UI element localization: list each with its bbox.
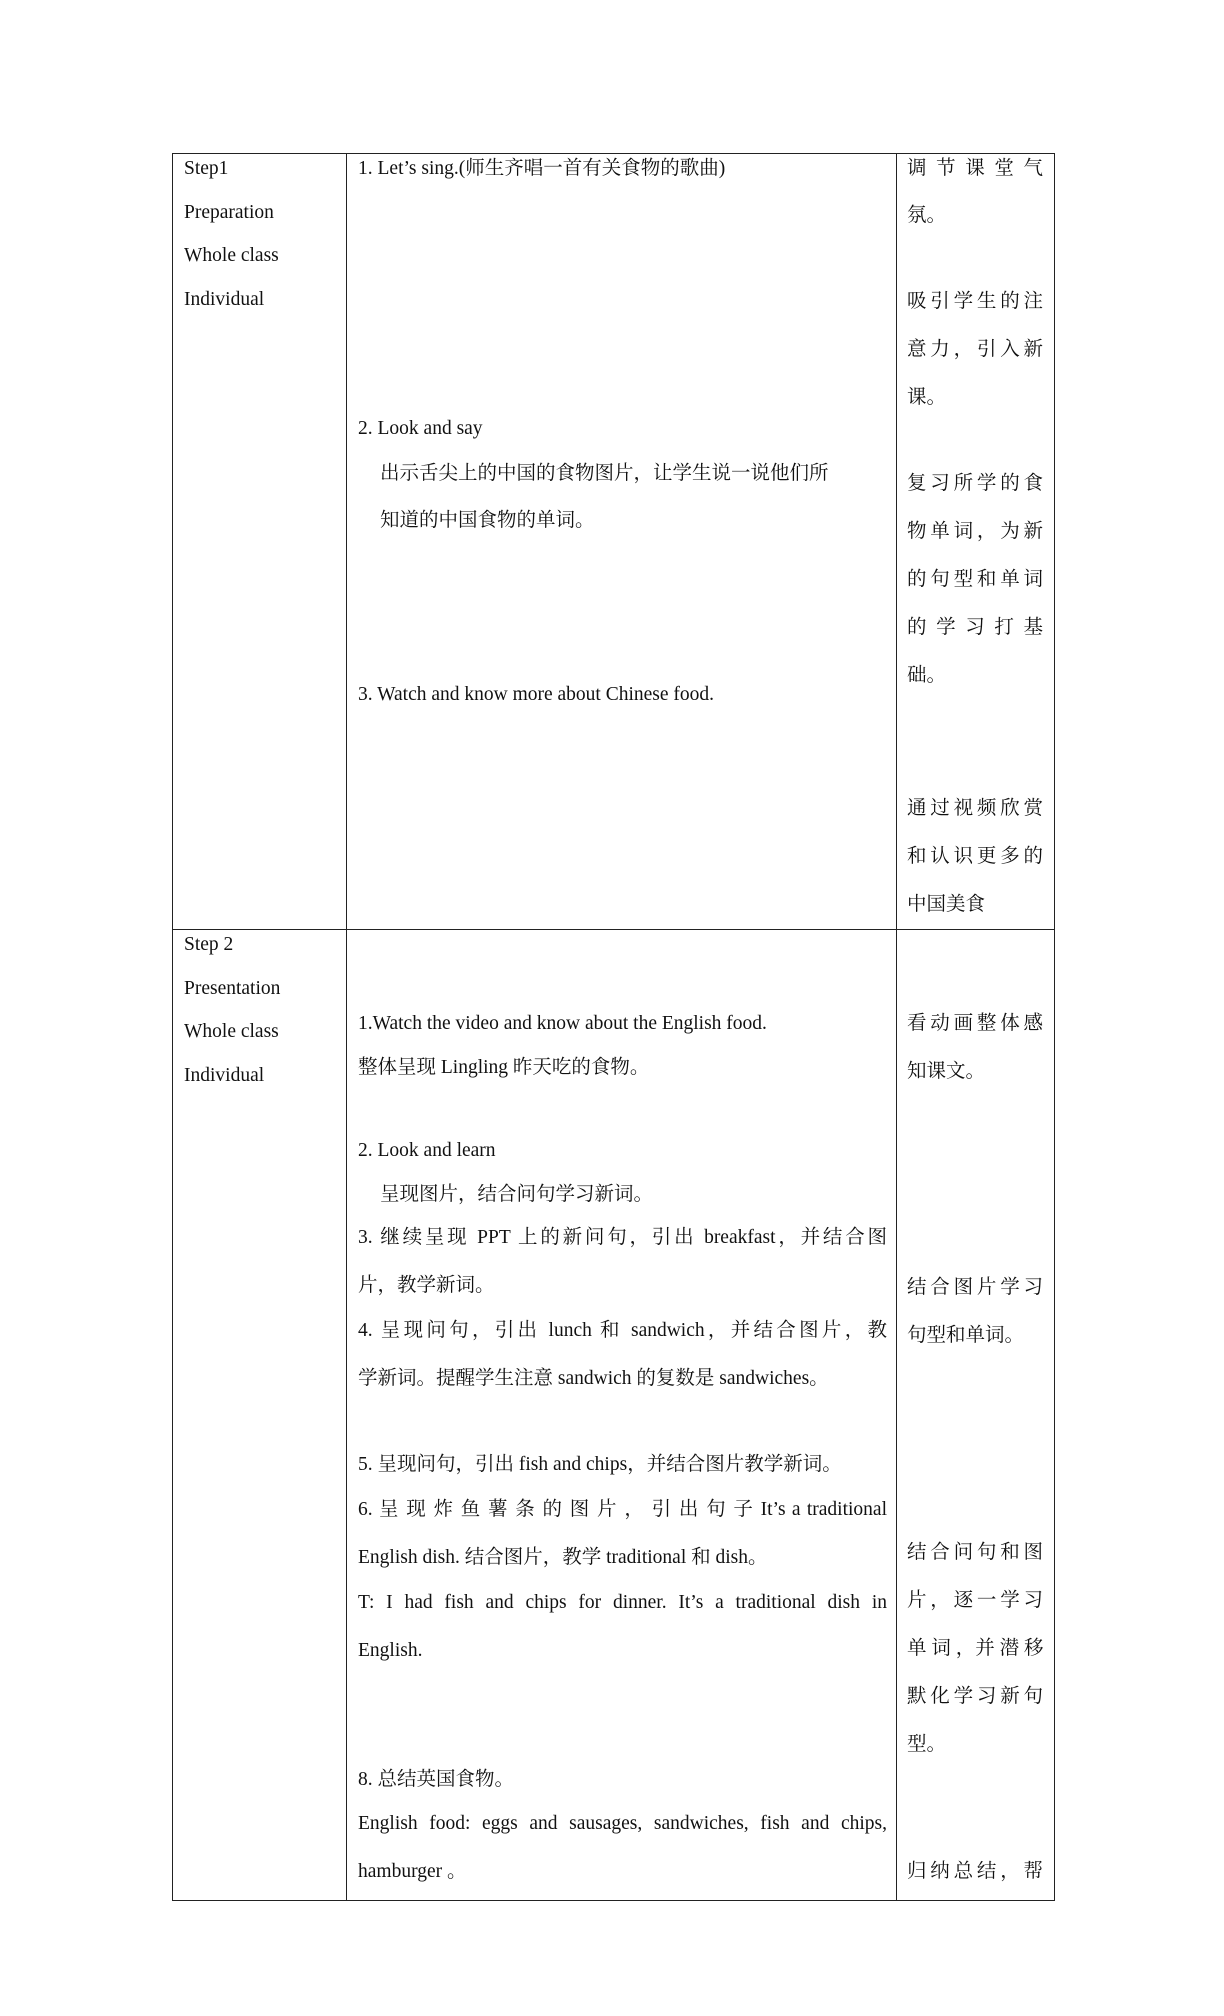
- step-label: Step 2: [184, 934, 234, 955]
- purpose-text: 归纳总结，帮: [907, 1861, 1043, 1882]
- purpose-text: 看动画整体感: [907, 1013, 1043, 1034]
- purpose-text: 默化学习新句: [907, 1686, 1043, 1707]
- activity-text: 2. Look and say: [358, 418, 483, 439]
- purpose-text: 结合问句和图: [907, 1542, 1043, 1563]
- step-stage: Preparation: [184, 202, 274, 223]
- activity-text: 2. Look and learn: [358, 1140, 496, 1161]
- activity-text: 6. 呈 现 炸 鱼 薯 条 的 图 片 ， 引 出 句 子 It’s a traditional: [358, 1499, 887, 1520]
- purpose-text: 和认识更多的: [907, 846, 1043, 867]
- table-row-step1: [173, 154, 1055, 930]
- step-label: Step1: [184, 158, 229, 179]
- activity-text: 1. Let’s sing.(师生齐唱一首有关食物的歌曲): [358, 158, 726, 179]
- activity-text: English dish. 结合图片，教学 traditional 和 dish。: [358, 1547, 768, 1568]
- activity-text: hamburger 。: [358, 1861, 467, 1882]
- purpose-text: 的句型和单词: [907, 569, 1043, 590]
- activity-text: T: I had fish and chips for dinner. It’s a traditional dish in: [358, 1592, 887, 1613]
- activity-text: 知道的中国食物的单词。: [380, 510, 595, 531]
- purpose-text: 课。: [907, 387, 947, 408]
- activities-cell: [347, 154, 897, 930]
- step-cell: [173, 930, 347, 1901]
- purpose-text: 型。: [907, 1734, 947, 1755]
- activity-text: 5. 呈现问句，引出 fish and chips，并结合图片教学新词。: [358, 1454, 842, 1475]
- activity-text: 4. 呈现问句，引出 lunch 和 sandwich，并结合图片，教: [358, 1320, 887, 1341]
- purpose-text: 复习所学的食: [907, 473, 1043, 494]
- activity-text: 3. Watch and know more about Chinese food.: [358, 684, 715, 705]
- step-mode: Whole class: [184, 245, 279, 266]
- purpose-text: 调 节 课 堂 气: [907, 158, 1043, 179]
- purpose-text: 物单词，为新: [907, 521, 1043, 542]
- step-stage: Presentation: [184, 978, 281, 999]
- activity-text: 3. 继续呈现 PPT 上的新问句，引出 breakfast，并结合图: [358, 1227, 887, 1248]
- activity-text: 出示舌尖上的中国的食物图片，让学生说一说他们所: [380, 463, 829, 484]
- purpose-cell: [897, 930, 1055, 1901]
- activity-text: 学新词。提醒学生注意 sandwich 的复数是 sandwiches。: [358, 1368, 829, 1389]
- activity-text: 8. 总结英国食物。: [358, 1769, 515, 1790]
- purpose-text: 知课文。: [907, 1061, 986, 1082]
- purpose-text: 础。: [907, 665, 947, 686]
- activity-text: 整体呈现 Lingling 昨天吃的食物。: [358, 1057, 650, 1078]
- activities-cell: [347, 930, 897, 1901]
- purpose-text: 通过视频欣赏: [907, 798, 1043, 819]
- activity-text: 片，教学新词。: [358, 1275, 495, 1296]
- step-mode: Individual: [184, 1065, 265, 1086]
- purpose-text: 单 词 ，并 潜 移: [907, 1638, 1044, 1659]
- table-row-step2: [173, 930, 1055, 1901]
- purpose-text: 句型和单词。: [907, 1325, 1025, 1346]
- purpose-text: 的 学 习 打 基: [907, 617, 1043, 638]
- lesson-plan-table: [172, 153, 1055, 1901]
- purpose-text: 氛。: [907, 205, 947, 226]
- purpose-text: 片，逐一学习: [907, 1590, 1043, 1611]
- step-cell: [173, 154, 347, 930]
- purpose-text: 结合图片学习: [907, 1277, 1043, 1298]
- activity-text: English.: [358, 1640, 423, 1661]
- activity-text: 1.Watch the video and know about the English food.: [358, 1013, 767, 1034]
- purpose-cell: [897, 154, 1055, 930]
- purpose-text: 意力，引入新: [907, 339, 1043, 360]
- purpose-text: 中国美食: [907, 894, 986, 915]
- activity-text: 呈现图片，结合问句学习新词。: [380, 1184, 654, 1205]
- step-mode: Individual: [184, 289, 265, 310]
- purpose-text: 吸引学生的注: [907, 291, 1043, 312]
- step-mode: Whole class: [184, 1021, 279, 1042]
- activity-text: English food: eggs and sausages, sandwiches, fish and chips,: [358, 1813, 887, 1834]
